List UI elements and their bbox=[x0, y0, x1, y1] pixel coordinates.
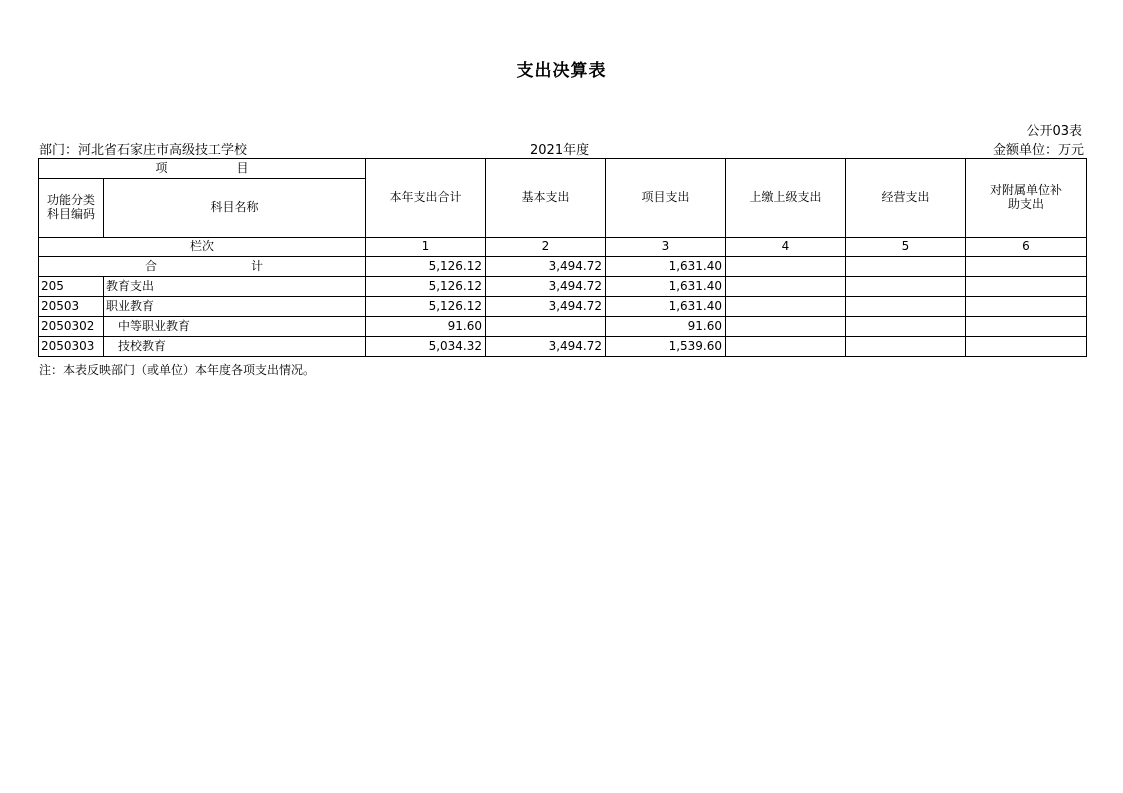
row-name: 教育支出 bbox=[104, 277, 366, 297]
form-number: 公开03表 bbox=[1026, 124, 1082, 139]
item-header-b: 目 bbox=[236, 160, 249, 175]
row-value bbox=[966, 337, 1087, 357]
row-value: 1,631.40 bbox=[606, 277, 726, 297]
row-value: 5,034.32 bbox=[366, 337, 486, 357]
table-row bbox=[39, 337, 1087, 357]
row-value: 3,494.72 bbox=[486, 277, 606, 297]
col-header-basic: 基本支出 bbox=[486, 159, 606, 238]
row-value bbox=[486, 317, 606, 337]
row-value: 5,126.12 bbox=[366, 297, 486, 317]
row-value bbox=[726, 337, 846, 357]
col-number: 2 bbox=[486, 238, 606, 257]
row-number-label: 栏次 bbox=[39, 238, 366, 257]
row-name: 中等职业教育 bbox=[104, 317, 366, 337]
col-header-upper: 上缴上级支出 bbox=[726, 159, 846, 238]
row-code: 205 bbox=[39, 277, 104, 297]
total-value bbox=[846, 257, 966, 277]
row-value: 1,631.40 bbox=[606, 297, 726, 317]
col-header-business: 经营支出 bbox=[846, 159, 966, 238]
row-value bbox=[726, 297, 846, 317]
row-value bbox=[966, 317, 1087, 337]
col-number: 6 bbox=[966, 238, 1087, 257]
fiscal-year: 2021年度 bbox=[530, 143, 590, 158]
col-number: 4 bbox=[726, 238, 846, 257]
row-value bbox=[726, 277, 846, 297]
total-label-b: 计 bbox=[250, 258, 263, 273]
footnote: 注：本表反映部门（或单位）本年度各项支出情况。 bbox=[39, 363, 316, 377]
total-label-a: 合 bbox=[145, 258, 158, 273]
row-value: 3,494.72 bbox=[486, 337, 606, 357]
col-header-total: 本年支出合计 bbox=[366, 159, 486, 238]
item-header bbox=[39, 159, 366, 179]
table-row bbox=[39, 297, 1087, 317]
page-title: 支出决算表 bbox=[516, 61, 607, 81]
row-value bbox=[846, 337, 966, 357]
col-number: 5 bbox=[846, 238, 966, 257]
total-row bbox=[39, 257, 1087, 277]
row-value: 3,494.72 bbox=[486, 297, 606, 317]
item-header-a: 项 bbox=[155, 160, 168, 175]
row-name: 职业教育 bbox=[104, 297, 366, 317]
col-number: 1 bbox=[366, 238, 486, 257]
col-number: 3 bbox=[606, 238, 726, 257]
row-value bbox=[966, 297, 1087, 317]
total-value: 1,631.40 bbox=[606, 257, 726, 277]
row-value bbox=[846, 297, 966, 317]
row-code: 2050302 bbox=[39, 317, 104, 337]
row-value: 91.60 bbox=[366, 317, 486, 337]
func-code-header: 功能分类科目编码 bbox=[39, 179, 104, 238]
total-value bbox=[966, 257, 1087, 277]
total-label bbox=[39, 257, 366, 277]
row-code: 20503 bbox=[39, 297, 104, 317]
total-value: 5,126.12 bbox=[366, 257, 486, 277]
expenditure-table bbox=[38, 158, 1087, 357]
table-row bbox=[39, 317, 1087, 337]
row-code: 2050303 bbox=[39, 337, 104, 357]
col-header-project: 项目支出 bbox=[606, 159, 726, 238]
amount-unit: 金额单位：万元 bbox=[992, 143, 1084, 158]
row-value: 91.60 bbox=[606, 317, 726, 337]
department-label: 部门：河北省石家庄市高级技工学校 bbox=[39, 143, 248, 158]
row-value bbox=[966, 277, 1087, 297]
row-value: 1,539.60 bbox=[606, 337, 726, 357]
row-value bbox=[846, 277, 966, 297]
subject-name-header: 科目名称 bbox=[104, 179, 366, 238]
row-value bbox=[846, 317, 966, 337]
row-name: 技校教育 bbox=[104, 337, 366, 357]
total-value bbox=[726, 257, 846, 277]
row-value bbox=[726, 317, 846, 337]
total-value: 3,494.72 bbox=[486, 257, 606, 277]
table-row bbox=[39, 277, 1087, 297]
row-value: 5,126.12 bbox=[366, 277, 486, 297]
col-header-subsidy: 对附属单位补助支出 bbox=[966, 159, 1087, 238]
